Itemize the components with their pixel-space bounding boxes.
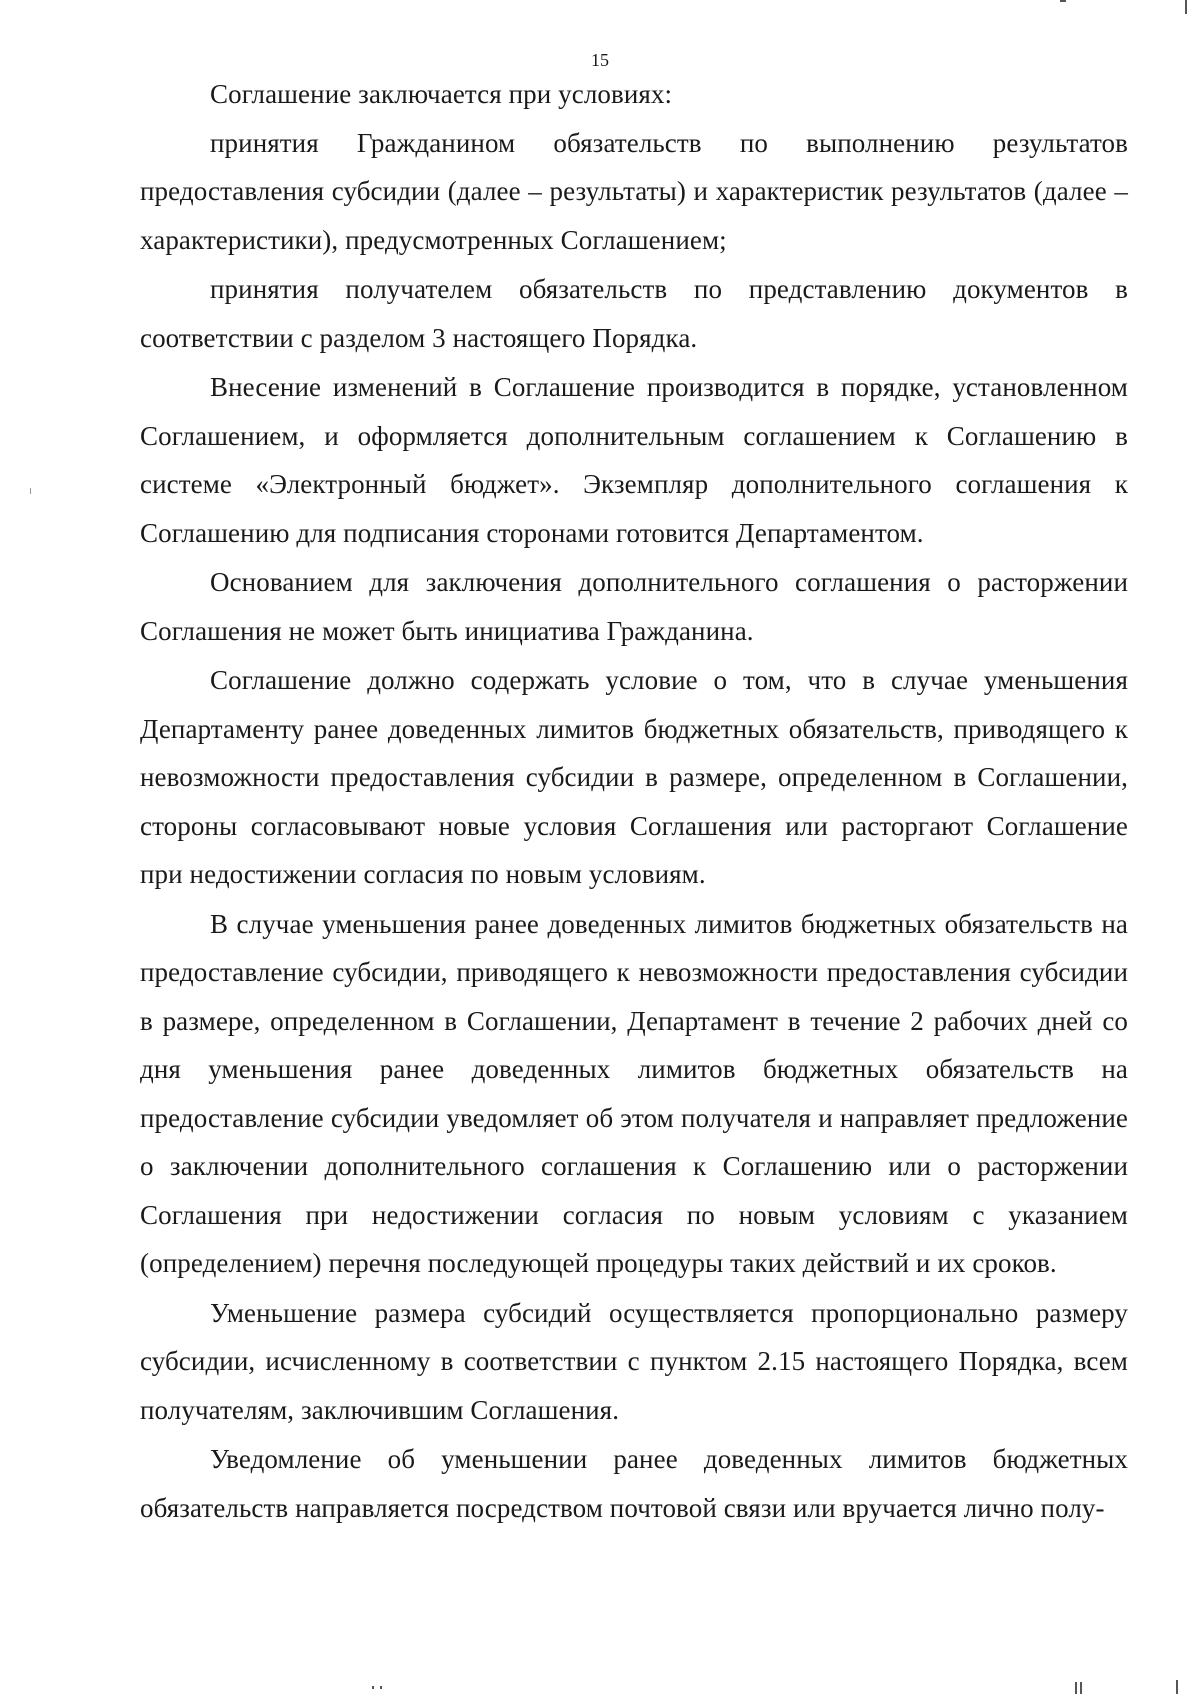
scan-artifact [372, 1686, 374, 1689]
paragraph: Основанием для заключения дополнительного соглашения о расторжении Соглашения не может быть инициатива Гражданина. [140, 567, 1128, 646]
scan-artifact [30, 488, 31, 494]
paragraph: Уменьшение размера субсидий осуществляется пропорционально размеру субсидии, исчисленному в соответствии с пунктом 2.15 настоящего Порядка, всем получателям, заключившим Соглашения. [140, 1297, 1128, 1425]
scan-artifact [380, 1686, 382, 1689]
scan-artifact [1185, 0, 1187, 14]
paragraph: Внесение изменений в Соглашение производится в порядке, установленном Соглашением, и оформляется дополнительным соглашением к Соглашению в системе «Электронный бюджет». Экземпляр дополнительного соглашения к Соглашению для подписания сторонами готовится Департаментом. [140, 372, 1128, 548]
scan-artifact [1176, 1680, 1178, 1694]
paragraph: Уведомление об уменьшении ранее доведенных лимитов бюджетных обязательств направляется посредством почтовой связи или вручается лично полу- [140, 1444, 1128, 1523]
paragraph: принятия получателем обязательств по представлению документов в соответствии с разделом 3 настоящего Порядка. [140, 274, 1128, 353]
paragraph: Соглашение должно содержать условие о том, что в случае уменьшения Департаменту ранее доведенных лимитов бюджетных обязательств, приводящего к невозможности предоставления субсидии в размере, определенном в Соглашении, стороны согласовывают новые условия Соглашения или расторгают Соглашение при недостижении согласия по новым условиям. [140, 665, 1128, 889]
paragraph: В случае уменьшения ранее доведенных лимитов бюджетных обязательств на предоставление субсидии, приводящего к невозможности предоставления субсидии в размере, определенном в Соглашении, Департамент в течение 2 рабочих дней со дня уменьшения ранее доведенных лимитов бюджетных обязательств на предоставление субсидии уведомляет об этом получателя и направляет предложение о заключении дополнительного соглашения к Соглашению или о расторжении Соглашения при недостижении согласия по новым условиям с указанием (определением) перечня последующей процедуры таких действий и их сроков. [140, 908, 1128, 1278]
scan-artifact [1075, 1682, 1077, 1694]
scan-artifact [1080, 1682, 1082, 1694]
page-number: 15 [591, 50, 609, 70]
document-body [140, 70, 1128, 1533]
scan-artifact [1060, 0, 1066, 2]
paragraph: Соглашение заключается при условиях: [210, 79, 673, 109]
paragraph: принятия Гражданином обязательств по выполнению результатов предоставления субсидии (далее – результаты) и характеристик результатов (далее – характеристики), предусмотренных Соглашением; [140, 127, 1128, 255]
